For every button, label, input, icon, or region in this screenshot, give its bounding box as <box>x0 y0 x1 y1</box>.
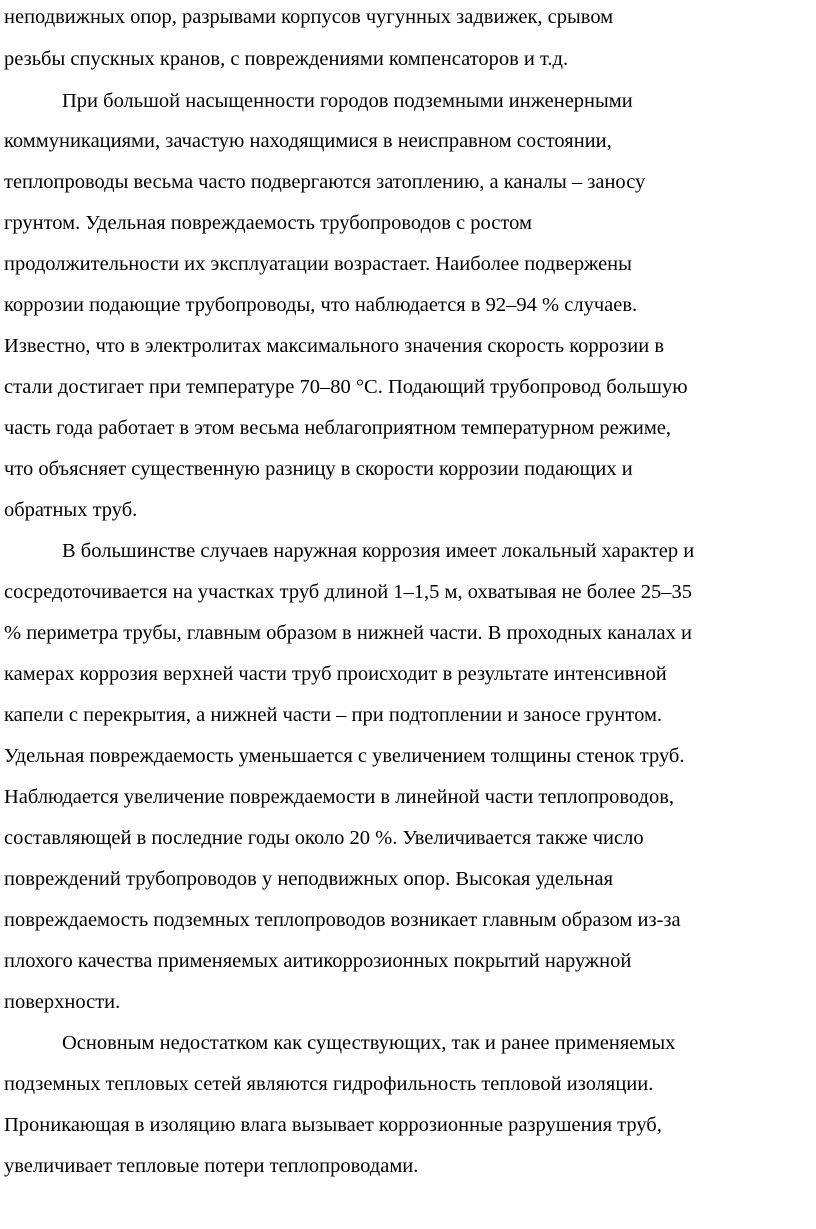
text-line: продолжительности их эксплуатации возрастает. Наиболее подвержены <box>4 253 632 275</box>
text-line: коррозии подающие трубопроводы, что наблюдается в 92–94 % случаев. <box>4 294 638 316</box>
text-line: теплопроводы весьма часто подвергаются затоплению, а каналы – заносу <box>4 171 646 193</box>
text-line: увеличивает тепловые потери теплопроводами. <box>4 1155 419 1177</box>
text-line: составляющей в последние годы около 20 %. Увеличивается также число <box>4 827 644 849</box>
text-line: часть года работает в этом весьма неблагоприятном температурном режиме, <box>4 417 672 439</box>
text-line: Известно, что в электролитах максимального значения скорость коррозии в <box>4 335 665 357</box>
text-line: коммуникациями, зачастую находящимися в неисправном состоянии, <box>4 130 612 152</box>
text-line: В большинстве случаев наружная коррозия имеет локальный характер и <box>62 540 695 562</box>
text-line: обратных труб. <box>4 499 138 521</box>
text-line: повреждаемость подземных теплопроводов возникает главным образом из-за <box>4 909 681 931</box>
text-line: поверхности. <box>4 991 121 1013</box>
text-line: При большой насыщенности городов подземными инженерными <box>62 90 633 112</box>
text-line: Проникающая в изоляцию влага вызывает коррозионные разрушения труб, <box>4 1114 662 1136</box>
text-line: что объясняет существенную разницу в скорости коррозии подающих и <box>4 458 633 480</box>
text-line: Удельная повреждаемость уменьшается с увеличением толщины стенок труб. <box>4 745 685 767</box>
text-line: грунтом. Удельная повреждаемость трубопроводов с ростом <box>4 212 532 234</box>
text-line: подземных тепловых сетей являются гидрофильность тепловой изоляции. <box>4 1073 654 1095</box>
text-line: повреждений трубопроводов у неподвижных опор. Высокая удельная <box>4 868 614 890</box>
text-line: % периметра трубы, главным образом в нижней части. В проходных каналах и <box>4 622 692 644</box>
text-line: сосредоточивается на участках труб длиной 1–1,5 м, охватывая не более 25–35 <box>4 581 692 603</box>
text-line: плохого качества применяемых аитикоррозионных покрытий наружной <box>4 950 632 972</box>
text-line: Основным недостатком как существующих, так и ранее применяемых <box>62 1032 676 1054</box>
text-line: капели с перекрытия, а нижней части – при подтоплении и заносе грунтом. <box>4 704 663 726</box>
text-line: Наблюдается увеличение повреждаемости в линейной части теплопроводов, <box>4 786 675 808</box>
text-line: камерах коррозия верхней части труб происходит в результате интенсивной <box>4 663 667 685</box>
text-line: резьбы спускных кранов, с повреждениями компенсаторов и т.д. <box>4 48 569 70</box>
text-line: неподвижных опор, разрывами корпусов чугунных задвижек, срывом <box>4 6 614 28</box>
text-line: стали достигает при температуре 70–80 °С. Подающий трубопровод большую <box>4 376 688 398</box>
